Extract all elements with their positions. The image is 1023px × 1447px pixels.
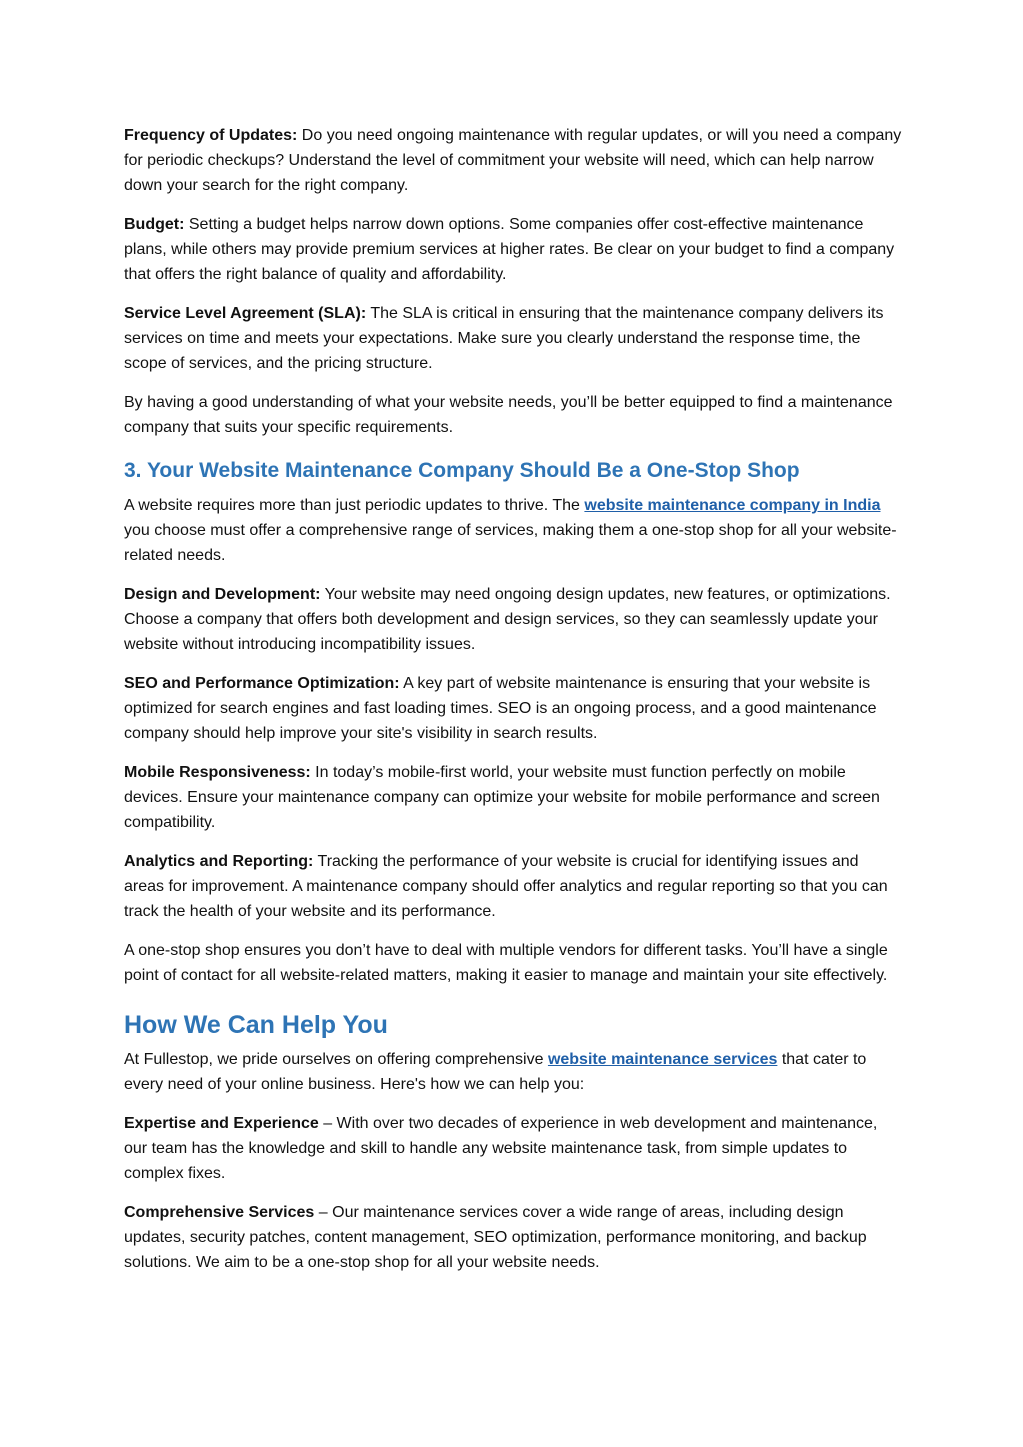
term-text: In today’s mobile-first world, your website must function perfectly on mobile devices. Ensure your maintenance company can optimize your website for mobile performance and screen compatibility. — [124, 764, 880, 831]
section-3-conclusion: A one-stop shop ensures you don’t have to deal with multiple vendors for different tasks. You’ll have a single point of contact for all website-related matters, making it easier to manage and maintain your site effectively. — [124, 942, 888, 984]
paragraph-seo-performance — [124, 671, 902, 746]
term-label: Analytics and Reporting: — [124, 853, 314, 870]
maintenance-company-india-link[interactable]: website maintenance company in India — [584, 497, 881, 514]
term-label: Budget: — [124, 216, 185, 233]
paragraph-expertise-experience — [124, 1111, 902, 1186]
help-intro — [124, 1047, 902, 1097]
paragraph-analytics-reporting — [124, 849, 902, 924]
term-text: Your website may need ongoing design updates, new features, or optimizations. Choose a company that offers both development and design services, so they can seamlessly update your website without introducing incompatibility issues. — [124, 586, 891, 653]
intro-text: that cater to every need of your online business. Here's how we can help you: — [124, 1051, 867, 1093]
term-label: Design and Development: — [124, 586, 321, 603]
intro-text: At Fullestop, we pride ourselves on offering comprehensive — [124, 1051, 548, 1068]
maintenance-services-link[interactable]: website maintenance services — [547, 1051, 778, 1068]
document-page — [124, 123, 902, 1289]
term-text: The SLA is critical in ensuring that the maintenance company delivers its services on time and meets your expectations. Make sure you clearly understand the response time, the scope of services, and the pricing structure. — [124, 305, 884, 372]
help-heading: How We Can Help You — [124, 1011, 388, 1039]
term-label: SEO and Performance Optimization: — [124, 675, 400, 692]
term-text: A key part of website maintenance is ensuring that your website is optimized for search engines and fast loading times. SEO is an ongoing process, and a good maintenance company should help improve your site's visibility in search results. — [124, 675, 877, 742]
section-3-intro — [124, 493, 902, 568]
term-label: Expertise and Experience — [124, 1115, 319, 1132]
paragraph-frequency-of-updates — [124, 123, 902, 198]
term-label: Comprehensive Services — [124, 1204, 315, 1221]
section-3-heading: 3. Your Website Maintenance Company Should Be a One-Stop Shop — [124, 459, 800, 482]
term-text: Tracking the performance of your website is crucial for identifying issues and areas for improvement. A maintenance company should offer analytics and regular reporting so that you can track the health of your website and its performance. — [124, 853, 888, 920]
term-text: Setting a budget helps narrow down options. Some companies offer cost-effective maintenance plans, while others may provide premium services at higher rates. Be clear on your budget to find a company that offers the right balance of quality and affordability. — [124, 216, 895, 283]
paragraph-sla — [124, 301, 902, 376]
term-text: – Our maintenance services cover a wide range of areas, including design updates, security patches, content management, SEO optimization, performance monitoring, and backup solutions. We aim to be a one-stop shop for all your website needs. — [124, 1204, 867, 1271]
summary-paragraph: By having a good understanding of what your website needs, you’ll be better equipped to find a maintenance company that suits your specific requirements. — [124, 394, 893, 436]
paragraph-comprehensive-services — [124, 1200, 902, 1275]
term-label: Frequency of Updates: — [124, 127, 298, 144]
term-label: Service Level Agreement (SLA): — [124, 305, 367, 322]
paragraph-budget — [124, 212, 902, 287]
term-label: Mobile Responsiveness: — [124, 764, 311, 781]
paragraph-design-development — [124, 582, 902, 657]
term-text: Do you need ongoing maintenance with regular updates, or will you need a company for periodic checkups? Understand the level of commitment your website will need, which can help narrow down your search for the right company. — [124, 127, 902, 194]
intro-text: you choose must offer a comprehensive range of services, making them a one-stop shop for all your website-related needs. — [124, 522, 897, 564]
intro-text: A website requires more than just periodic updates to thrive. The — [124, 497, 585, 514]
term-text: – With over two decades of experience in web development and maintenance, our team has the knowledge and skill to handle any website maintenance task, from simple updates to complex fixes. — [124, 1115, 878, 1182]
paragraph-mobile-responsiveness — [124, 760, 902, 835]
